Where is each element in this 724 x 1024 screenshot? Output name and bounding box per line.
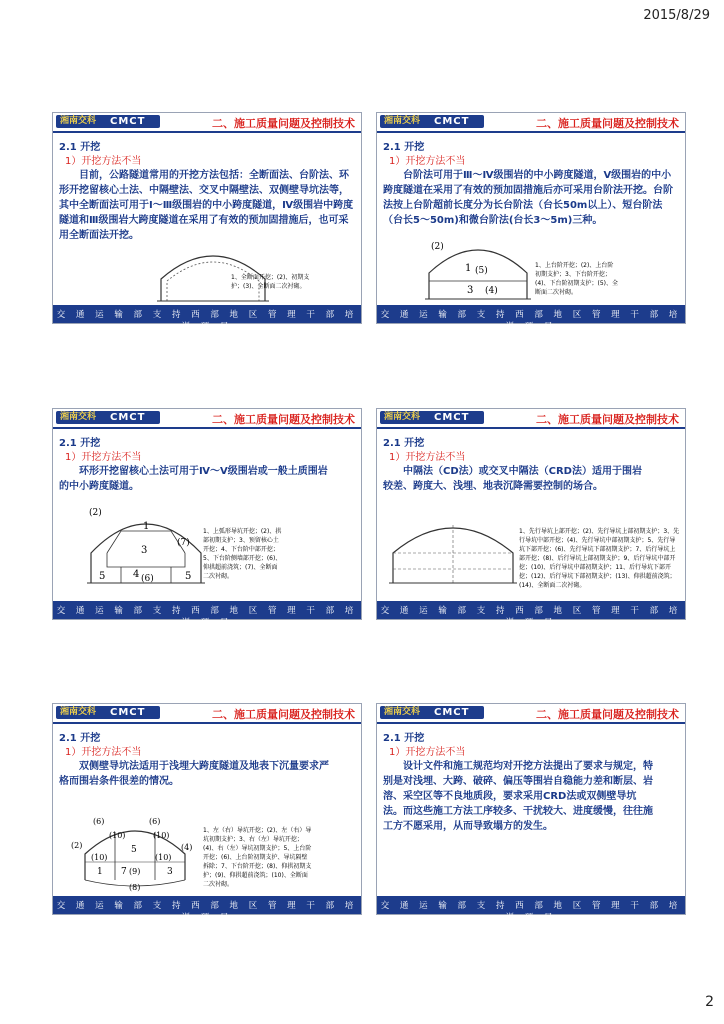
slide-title: 二、施工质量问题及控制技术 bbox=[536, 117, 679, 130]
section-heading: 2.1 开挖 bbox=[383, 733, 425, 744]
diagram-label: 5 bbox=[99, 571, 106, 582]
diagram-label: 3 bbox=[467, 285, 474, 296]
diagram-label: 7 bbox=[121, 867, 127, 877]
diagram-label: (2) bbox=[431, 242, 444, 252]
diagram-label: (6) bbox=[149, 817, 161, 826]
logo bbox=[380, 706, 484, 719]
slide-title: 二、施工质量问题及控制技术 bbox=[536, 413, 679, 426]
body-text: 环形开挖留核心土法可用于Ⅳ～Ⅴ级围岩或一般土质围岩的中小跨度隧道。 bbox=[59, 466, 328, 492]
diagram-label: 3 bbox=[167, 867, 173, 877]
diagram-caption: 1、上台阶开挖；(2)、上台阶初期支护；3、下台阶开挖；(4)、下台阶初期支护；(5)、全断面二次衬砌。 bbox=[535, 262, 618, 296]
slide-header bbox=[53, 704, 361, 724]
slide-title: 二、施工质量问题及控制技术 bbox=[212, 117, 355, 130]
diagram-label: 1 bbox=[97, 867, 103, 877]
section-heading: 2.1 开挖 bbox=[383, 438, 425, 449]
section-heading: 2.1 开挖 bbox=[383, 142, 425, 153]
footer-text: 交 通 运 输 部 支 持 西 部 地 区 管 理 干 部 培 训 项 目 bbox=[56, 606, 358, 628]
diagram-label: (5) bbox=[475, 266, 488, 276]
logo-en: CMCT bbox=[434, 412, 470, 423]
diagram-label: (2) bbox=[71, 841, 83, 850]
slide-header bbox=[53, 409, 361, 429]
slide-5 bbox=[52, 703, 362, 923]
slide-title: 二、施工质量问题及控制技术 bbox=[212, 708, 355, 721]
slide-title: 二、施工质量问题及控制技术 bbox=[536, 708, 679, 721]
header-rule bbox=[377, 722, 685, 724]
page-date: 2015/8/29 bbox=[643, 8, 710, 23]
diagram-label: (7) bbox=[177, 538, 190, 548]
slide-title: 二、施工质量问题及控制技术 bbox=[212, 413, 355, 426]
diagram-label: (10) bbox=[109, 831, 126, 840]
slide-header bbox=[377, 409, 685, 429]
section-heading: 2.1 开挖 bbox=[59, 733, 101, 744]
diagram-caption: 1、左（右）导坑开挖；(2)、左（右）导坑初期支护；3、右（左）导坑开挖；(4)、右（左）导坑初期支护；5、上台阶开挖；(6)、上台阶初期支护、导坑隔壁拆除；7、下台阶开挖；(8)、仰拱初期支护；(9)、仰拱超前浇筑；(10)、全断面二次衬砌。 bbox=[203, 827, 312, 888]
subsection-heading: 1）开挖方法不当 bbox=[65, 156, 142, 167]
slide-header bbox=[53, 113, 361, 133]
logo bbox=[380, 411, 484, 424]
slide-footer bbox=[53, 305, 361, 332]
logo-en: CMCT bbox=[110, 412, 146, 423]
footer-text: 交 通 运 输 部 支 持 西 部 地 区 管 理 干 部 培 训 项 目 bbox=[56, 310, 358, 332]
slide-3 bbox=[52, 408, 362, 628]
logo bbox=[56, 411, 160, 424]
body-text: 设计文件和施工规范均对开挖方法提出了要求与规定，特别是对浅埋、大跨、破碎、偏压等围岩自稳能力差和断层、岩溶、采空区等不良地质段，要求采用CRD法或双侧壁导坑法。而这些施工方法工序较多、干扰较大、进度缓慢，往往施工方不愿采用，从而导致塌方的发生。 bbox=[383, 761, 653, 832]
slide-4 bbox=[376, 408, 686, 628]
subsection-heading: 1）开挖方法不当 bbox=[65, 747, 142, 758]
diagram-label: (6) bbox=[93, 817, 105, 826]
logo-cn: 湘南交科 bbox=[60, 412, 97, 422]
slide-2 bbox=[376, 112, 686, 332]
diagram-label: (10) bbox=[155, 853, 172, 862]
diagram-label: (6) bbox=[141, 574, 154, 584]
logo-cn: 湘南交科 bbox=[60, 116, 97, 126]
diagram-label: (8) bbox=[129, 883, 141, 892]
logo-en: CMCT bbox=[434, 116, 470, 127]
tunnel-diagram-core-soil bbox=[81, 505, 211, 587]
section-heading: 2.1 开挖 bbox=[59, 142, 101, 153]
logo-en: CMCT bbox=[110, 116, 146, 127]
page-number: 2 bbox=[705, 994, 714, 1010]
logo-cn: 湘南交科 bbox=[384, 707, 421, 717]
header-rule bbox=[53, 427, 361, 429]
subsection-heading: 1）开挖方法不当 bbox=[389, 156, 466, 167]
slide-header bbox=[377, 113, 685, 133]
slide-6 bbox=[376, 703, 686, 923]
diagram-caption: 1、全断面开挖；(2)、初期支护；(3)、全断面二次衬砌。 bbox=[231, 274, 310, 290]
header-rule bbox=[53, 722, 361, 724]
footer-text: 交 通 运 输 部 支 持 西 部 地 区 管 理 干 部 培 训 项 目 bbox=[380, 606, 682, 628]
diagram-label: (10) bbox=[91, 853, 108, 862]
logo-cn: 湘南交科 bbox=[384, 116, 421, 126]
slide-1 bbox=[52, 112, 362, 332]
subsection-heading: 1）开挖方法不当 bbox=[65, 452, 142, 463]
slide-header bbox=[377, 704, 685, 724]
footer-text: 交 通 运 输 部 支 持 西 部 地 区 管 理 干 部 培 训 项 目 bbox=[380, 310, 682, 332]
logo bbox=[380, 115, 484, 128]
logo-cn: 湘南交科 bbox=[60, 707, 97, 717]
diagram-label: 1 bbox=[465, 263, 472, 274]
section-heading: 2.1 开挖 bbox=[59, 438, 101, 449]
diagram-label: 5 bbox=[185, 571, 192, 582]
header-rule bbox=[377, 131, 685, 133]
slide-footer bbox=[377, 305, 685, 332]
header-rule bbox=[53, 131, 361, 133]
header-rule bbox=[377, 427, 685, 429]
tunnel-diagram-double-side-drift bbox=[71, 814, 199, 892]
diagram-label: 5 bbox=[131, 845, 137, 855]
diagram-label: (4) bbox=[181, 843, 193, 852]
diagram-caption: 1、先行导坑上部开挖；(2)、先行导坑上部初期支护；3、先行导坑中部开挖；(4)、先行导坑中部初期支护；5、先行导坑下部开挖；(6)、先行导坑下部初期支护；7、后行导坑上部开挖；(8)、后行导坑上部初期支护；9、后行导坑中部开挖；(10)、后行导坑中部初期支护；11、后行导坑下部开挖；(12)、后行导坑下部初期支护；(13)、仰拱超前浇筑；(14)、全断面二次衬砌。 bbox=[519, 528, 680, 589]
tunnel-diagram-crd bbox=[387, 517, 519, 587]
diagram-label: (9) bbox=[129, 867, 141, 876]
logo-cn: 湘南交科 bbox=[384, 412, 421, 422]
diagram-label: (2) bbox=[89, 508, 102, 518]
logo bbox=[56, 115, 160, 128]
tunnel-diagram-bench bbox=[423, 239, 533, 303]
footer-text: 交 通 运 输 部 支 持 西 部 地 区 管 理 干 部 培 训 项 目 bbox=[380, 901, 682, 923]
slide-footer bbox=[53, 896, 361, 923]
slide-footer bbox=[53, 601, 361, 628]
body-text: 目前，公路隧道常用的开挖方法包括：全断面法、台阶法、环形开挖留核心土法、中隔壁法、交叉中隔壁法、双侧壁导坑法等，其中全断面法可用于Ⅰ～Ⅲ级围岩的中小跨度隧道，Ⅳ级围岩中跨度隧道和Ⅲ级围岩大跨度隧道在采用了有效的预加固措施后，也可采用全断面法开挖。 bbox=[59, 170, 354, 241]
body-text: 双侧壁导坑法适用于浅埋大跨度隧道及地表下沉量要求严格而围岩条件很差的情况。 bbox=[59, 761, 329, 787]
logo-en: CMCT bbox=[434, 707, 470, 718]
logo-en: CMCT bbox=[110, 707, 146, 718]
diagram-label: (10) bbox=[153, 831, 170, 840]
diagram-label: 1 bbox=[143, 521, 150, 532]
diagram-caption: 1、上弧形导坑开挖；(2)、拱部初期支护；3、预留核心土开挖；4、下台阶中部开挖；5、下台阶侧墙部开挖；(6)、仰拱超前浇筑；(7)、全断面二次衬砌。 bbox=[203, 528, 282, 580]
logo bbox=[56, 706, 160, 719]
subsection-heading: 1）开挖方法不当 bbox=[389, 452, 466, 463]
slide-footer bbox=[377, 896, 685, 923]
subsection-heading: 1）开挖方法不当 bbox=[389, 747, 466, 758]
diagram-label: 4 bbox=[133, 569, 140, 580]
diagram-label: (4) bbox=[485, 286, 498, 296]
footer-text: 交 通 运 输 部 支 持 西 部 地 区 管 理 干 部 培 训 项 目 bbox=[56, 901, 358, 923]
diagram-label: 3 bbox=[141, 545, 148, 556]
body-text: 中隔法（CD法）或交叉中隔法（CRD法）适用于围岩较差、跨度大、浅埋、地表沉降需要控制的场合。 bbox=[383, 466, 642, 492]
body-text: 台阶法可用于Ⅲ～Ⅳ级围岩的中小跨度隧道，Ⅴ级围岩的中小跨度隧道在采用了有效的预加固措施后亦可采用台阶法开挖。台阶法按上台阶超前长度分为长台阶法（台长50m以上）、短台阶法（台长5～50m)和微台阶法(台长3～5m)三种。 bbox=[383, 170, 673, 226]
slide-footer bbox=[377, 601, 685, 628]
